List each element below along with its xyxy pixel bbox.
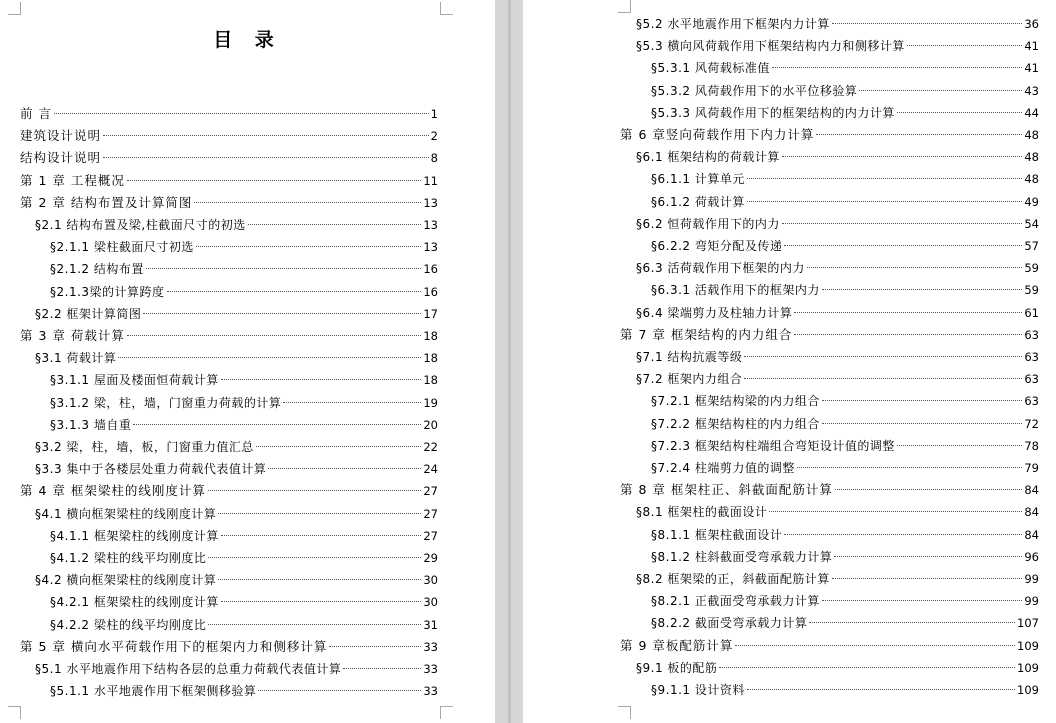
toc-title: 目 录 xyxy=(213,29,282,51)
dot-leader xyxy=(822,600,1023,601)
dot-leader xyxy=(127,335,421,336)
toc-entry-page: 109 xyxy=(1017,683,1039,697)
toc-entry-page: 33 xyxy=(423,684,438,699)
toc-entry[interactable] xyxy=(20,104,438,124)
toc-entry[interactable] xyxy=(35,659,438,679)
toc-entry[interactable] xyxy=(20,126,438,146)
toc-entry[interactable] xyxy=(620,125,1039,145)
toc-entry-page: 8 xyxy=(430,151,438,166)
dot-leader xyxy=(218,579,421,580)
toc-entry-label: §4.2 横向框架梁柱的线刚度计算 xyxy=(35,573,217,588)
toc-entry-page: 22 xyxy=(423,440,438,454)
toc-entry[interactable] xyxy=(35,504,438,524)
dot-leader xyxy=(54,113,429,114)
toc-entry-label: §9.1.1 设计资料 xyxy=(651,683,745,697)
toc-entry-page: 59 xyxy=(1024,283,1039,298)
toc-entry[interactable] xyxy=(651,280,1039,300)
toc-entry-page: 19 xyxy=(423,395,438,410)
toc-entry-label: §8.1.2 柱斜截面受弯承载力计算 xyxy=(651,549,833,564)
toc-entry-label: §7.2.4 柱端剪力值的调整 xyxy=(651,461,795,475)
dot-leader xyxy=(146,268,422,269)
dot-leader xyxy=(343,668,421,669)
toc-entry[interactable] xyxy=(636,369,1039,389)
toc-entry-page: 84 xyxy=(1024,505,1039,520)
dot-leader xyxy=(822,400,1023,401)
dot-leader xyxy=(208,624,421,625)
dot-leader xyxy=(735,645,1015,646)
toc-entry-label: §6.2 恒荷载作用下的内力 xyxy=(636,216,780,231)
dot-leader xyxy=(221,535,422,536)
dot-leader xyxy=(822,423,1023,424)
toc-entry-page: 48 xyxy=(1024,172,1039,187)
toc-entry-label: §7.2.1 框架结构梁的内力组合 xyxy=(651,394,820,409)
toc-entry-page: 63 xyxy=(1024,327,1039,342)
dot-leader xyxy=(794,312,1022,313)
toc-entry-page: 41 xyxy=(1024,39,1039,54)
toc-entry-page: 61 xyxy=(1024,305,1039,320)
toc-entry-label: §3.1.3 墙自重 xyxy=(50,417,132,432)
toc-entry-label: 第 3 章 荷载计算 xyxy=(20,328,125,343)
toc-entry[interactable] xyxy=(50,393,438,413)
toc-entry[interactable] xyxy=(50,526,438,546)
toc-entry-page: 109 xyxy=(1017,660,1039,675)
toc-entry-label: §5.2 水平地震作用下框架内力计算 xyxy=(636,17,830,31)
toc-entry[interactable] xyxy=(20,637,438,657)
toc-entry-page: 44 xyxy=(1024,105,1039,120)
toc-entry-page: 31 xyxy=(423,617,438,632)
toc-entry-page: 96 xyxy=(1024,549,1039,564)
dot-leader xyxy=(784,534,1022,535)
toc-entry-label: §4.1.1 框架梁柱的线刚度计算 xyxy=(50,528,219,543)
dot-leader xyxy=(782,223,1022,224)
toc-entry-label: §7.2 框架内力组合 xyxy=(636,372,743,387)
toc-entry-page: 11 xyxy=(423,173,438,188)
toc-entry-label: §8.1.1 框架柱截面设计 xyxy=(651,527,783,542)
dot-leader xyxy=(747,689,1015,690)
toc-entry-label: §7.2.3 框架结构柱端组合弯矩设计值的调整 xyxy=(651,438,895,453)
toc-entry[interactable] xyxy=(35,459,438,479)
dot-leader xyxy=(133,424,421,425)
toc-entry-label: §7.2.2 框架结构柱的内力组合 xyxy=(651,416,820,431)
dot-leader xyxy=(807,267,1022,268)
toc-entry[interactable] xyxy=(636,14,1039,34)
toc-entry[interactable] xyxy=(50,259,438,279)
toc-entry[interactable] xyxy=(50,615,438,635)
toc-entry-label: §5.3.1 风荷载标准值 xyxy=(651,61,770,76)
toc-entry[interactable] xyxy=(50,370,438,390)
toc-entry-label: §6.3.1 活载作用下的框架内力 xyxy=(651,283,820,298)
toc-entry-label: §3.1.1 屋面及楼面恒荷载计算 xyxy=(50,373,219,388)
toc-entry-label: §7.1 结构抗震等级 xyxy=(636,350,743,364)
toc-entry-page: 13 xyxy=(423,195,438,210)
dot-leader xyxy=(907,45,1022,46)
toc-entry-page: 18 xyxy=(423,351,438,366)
toc-entry-page: 20 xyxy=(423,417,438,432)
toc-entry-page: 29 xyxy=(423,551,438,565)
dot-leader xyxy=(208,557,421,558)
toc-entry[interactable] xyxy=(20,326,438,346)
dot-leader xyxy=(221,601,422,602)
toc-entry-page: 63 xyxy=(1024,372,1039,387)
toc-entry-label: 结构设计说明 xyxy=(20,150,102,166)
dot-leader xyxy=(719,667,1015,668)
toc-entry-page: 30 xyxy=(423,595,438,610)
toc-entry-label: §4.2.2 梁柱的线平均刚度比 xyxy=(50,617,207,632)
toc-entry-label: §3.3 集中于各楼层处重力荷载代表值计算 xyxy=(35,462,267,477)
dot-leader xyxy=(859,90,1022,91)
toc-entry-page: 99 xyxy=(1024,594,1039,609)
toc-entry[interactable] xyxy=(651,103,1039,123)
toc-entry-label: §5.3 横向风荷载作用下框架结构内力和侧移计算 xyxy=(636,39,905,54)
toc-entry[interactable] xyxy=(651,591,1039,611)
toc-entry[interactable] xyxy=(636,36,1039,56)
dot-leader xyxy=(784,245,1022,246)
toc-entry-label: §4.1 横向框架梁柱的线刚度计算 xyxy=(35,506,217,521)
dot-leader xyxy=(834,556,1022,557)
toc-entry-label: §2.1.1 梁柱截面尺寸初选 xyxy=(50,240,194,255)
page-left xyxy=(0,0,495,723)
toc-entry-page: 24 xyxy=(423,462,438,477)
dot-leader xyxy=(208,490,421,491)
dot-leader xyxy=(835,489,1022,490)
toc-entry[interactable] xyxy=(636,214,1039,234)
toc-entry[interactable] xyxy=(20,481,438,501)
crop-mark xyxy=(618,706,631,719)
toc-entry[interactable] xyxy=(636,658,1039,678)
toc-entry[interactable] xyxy=(20,193,438,213)
toc-entry[interactable] xyxy=(50,548,438,568)
toc-entry-page: 13 xyxy=(423,240,438,255)
toc-entry-page: 59 xyxy=(1024,261,1039,276)
toc-entry-page: 107 xyxy=(1017,616,1039,631)
toc-entry-label: §5.3.2 风荷载作用下的水平位移验算 xyxy=(651,83,858,98)
toc-entry-page: 16 xyxy=(423,262,438,277)
dot-leader xyxy=(744,356,1022,357)
toc-entry-page: 72 xyxy=(1024,416,1039,431)
dot-leader xyxy=(794,334,1022,335)
crop-mark xyxy=(8,706,21,719)
toc-entry[interactable] xyxy=(20,171,438,191)
dot-leader xyxy=(897,445,1023,446)
page-gap xyxy=(495,0,523,723)
toc-entry-label: §5.1 水平地震作用下结构各层的总重力荷载代表值计算 xyxy=(35,662,342,676)
toc-entry-page: 13 xyxy=(423,218,438,232)
toc-entry-page: 33 xyxy=(423,639,438,654)
toc-entry-page: 16 xyxy=(423,284,438,299)
toc-entry-page: 84 xyxy=(1024,527,1039,542)
toc-entry[interactable] xyxy=(651,414,1039,434)
dot-leader xyxy=(256,446,421,447)
toc-entry-label: §3.2 梁，柱，墙，板，门窗重力值汇总 xyxy=(35,440,254,454)
toc-entry[interactable] xyxy=(651,613,1039,633)
toc-entry-page: 27 xyxy=(423,506,438,521)
toc-entry-label: §2.2 框架计算简图 xyxy=(35,306,142,321)
toc-entry-page: 57 xyxy=(1024,239,1039,253)
toc-entry[interactable] xyxy=(651,391,1039,411)
dot-leader xyxy=(258,690,421,691)
toc-entry[interactable] xyxy=(636,147,1039,167)
crop-mark xyxy=(440,2,453,15)
toc-entry-label: 建筑设计说明 xyxy=(20,128,102,144)
toc-entry[interactable] xyxy=(50,282,438,302)
toc-entry-label: 第 9 章板配筋计算 xyxy=(620,637,734,653)
dot-leader xyxy=(832,578,1022,579)
toc-entry[interactable] xyxy=(636,303,1039,323)
toc-entry-label: 第 1 章 工程概况 xyxy=(20,172,125,188)
toc-entry[interactable] xyxy=(620,325,1039,345)
toc-entry-label: §4.1.2 梁柱的线平均刚度比 xyxy=(50,551,207,565)
crop-mark xyxy=(618,0,631,13)
toc-entry-label: §8.2.1 正截面受弯承载力计算 xyxy=(651,594,820,609)
dot-leader xyxy=(782,156,1022,157)
toc-entry[interactable] xyxy=(651,458,1039,478)
dot-leader xyxy=(832,23,1022,24)
dot-leader xyxy=(218,513,421,514)
dot-leader xyxy=(747,178,1023,179)
toc-entry[interactable] xyxy=(620,480,1039,500)
toc-entry[interactable] xyxy=(651,680,1039,700)
dot-leader xyxy=(797,467,1023,468)
toc-entry-label: §2.1.3梁的计算跨度 xyxy=(50,284,165,299)
toc-entry[interactable] xyxy=(636,258,1039,278)
toc-entry-label: 第 7 章 框架结构的内力组合 xyxy=(620,326,793,342)
toc-entry-page: 27 xyxy=(423,528,438,543)
dot-leader xyxy=(103,135,429,136)
toc-entry-page: 30 xyxy=(423,573,438,588)
dot-leader xyxy=(143,313,421,314)
toc-entry-page: 2 xyxy=(430,129,438,144)
dot-leader xyxy=(268,468,421,469)
dot-leader xyxy=(221,379,422,380)
dot-leader xyxy=(822,289,1023,290)
toc-entry-label: §5.3.3 风荷载作用下的框架结构的内力计算 xyxy=(651,105,895,120)
dot-leader xyxy=(744,378,1022,379)
toc-entry-page: 54 xyxy=(1024,216,1039,231)
toc-entry-label: §8.1 框架柱的截面设计 xyxy=(636,505,768,520)
crop-mark xyxy=(440,706,453,719)
toc-entry-label: §3.1 荷载计算 xyxy=(35,351,117,366)
toc-entry[interactable] xyxy=(651,192,1039,212)
toc-entry-page: 1 xyxy=(430,107,438,121)
toc-entry[interactable] xyxy=(651,169,1039,189)
dot-leader xyxy=(897,112,1023,113)
dot-leader xyxy=(196,246,422,247)
toc-entry-page: 49 xyxy=(1024,194,1039,209)
toc-entry[interactable] xyxy=(35,215,438,235)
toc-entry-page: 48 xyxy=(1024,128,1039,142)
toc-entry-label: §3.1.2 梁，柱，墙，门窗重力荷载的计算 xyxy=(50,395,282,410)
toc-entry-label: 第 5 章 横向水平荷载作用下的框架内力和侧移计算 xyxy=(20,638,328,654)
toc-entry[interactable] xyxy=(35,570,438,590)
toc-entry[interactable] xyxy=(35,348,438,368)
dot-leader xyxy=(127,180,421,181)
toc-entry-label: §6.1 框架结构的荷载计算 xyxy=(636,150,780,165)
toc-entry-page: 109 xyxy=(1017,638,1039,653)
toc-entry-page: 17 xyxy=(423,306,438,321)
toc-entry[interactable] xyxy=(651,58,1039,78)
toc-entry-page: 79 xyxy=(1024,461,1039,475)
crop-mark xyxy=(8,2,21,15)
toc-entry-page: 63 xyxy=(1024,350,1039,364)
toc-entry[interactable] xyxy=(651,81,1039,101)
dot-leader xyxy=(816,134,1022,135)
dot-leader xyxy=(772,67,1023,68)
toc-entry-label: 第 4 章 框架梁柱的线刚度计算 xyxy=(20,483,206,499)
toc-entry-page: 84 xyxy=(1024,483,1039,498)
dot-leader xyxy=(248,224,422,225)
toc-entry[interactable] xyxy=(50,415,438,435)
toc-entry-page: 43 xyxy=(1024,83,1039,98)
toc-entry[interactable] xyxy=(651,236,1039,256)
toc-entry-label: 第 6 章竖向荷载作用下内力计算 xyxy=(620,127,815,142)
dot-leader xyxy=(103,157,429,158)
toc-entry-label: §5.1.1 水平地震作用下框架侧移验算 xyxy=(50,684,257,699)
toc-entry[interactable] xyxy=(50,237,438,257)
toc-entry[interactable] xyxy=(20,148,438,168)
toc-entry[interactable] xyxy=(50,592,438,612)
toc-entry-label: §4.2.1 框架梁柱的线刚度计算 xyxy=(50,595,219,610)
toc-entry-page: 63 xyxy=(1024,394,1039,409)
toc-entry-page: 18 xyxy=(423,373,438,388)
toc-entry-page: 48 xyxy=(1024,150,1039,165)
toc-entry-page: 41 xyxy=(1024,61,1039,76)
page-right xyxy=(523,0,1056,723)
dot-leader xyxy=(747,201,1023,202)
dot-leader xyxy=(769,511,1022,512)
toc-entry[interactable] xyxy=(636,569,1039,589)
toc-entry[interactable] xyxy=(620,636,1039,656)
toc-entry-label: 第 2 章 结构布置及计算简图 xyxy=(20,194,193,210)
toc-entry-label: §8.2 框架梁的正，斜截面配筋计算 xyxy=(636,572,830,586)
toc-entry-page: 27 xyxy=(423,484,438,499)
toc-entry-page: 78 xyxy=(1024,438,1039,453)
dot-leader xyxy=(118,357,421,358)
toc-entry-label: §6.1.1 计算单元 xyxy=(651,172,745,187)
toc-entry-label: §8.2.2 截面受弯承载力计算 xyxy=(651,616,808,631)
toc-entry-label: §2.1.2 结构布置 xyxy=(50,262,144,277)
dot-leader xyxy=(809,622,1015,623)
toc-entry-label: §6.3 活荷载作用下框架的内力 xyxy=(636,261,805,276)
toc-entry-page: 99 xyxy=(1024,572,1039,586)
toc-entry-label: §6.2.2 弯矩分配及传递 xyxy=(651,239,783,253)
toc-entry-label: §2.1 结构布置及梁,柱截面尺寸的初选 xyxy=(35,218,246,232)
dot-leader xyxy=(194,202,421,203)
toc-entry-page: 18 xyxy=(423,329,438,343)
toc-entry[interactable] xyxy=(651,436,1039,456)
toc-entry-page: 36 xyxy=(1024,17,1039,31)
toc-entry-label: §6.1.2 荷载计算 xyxy=(651,194,745,209)
toc-entry[interactable] xyxy=(651,547,1039,567)
toc-entry[interactable] xyxy=(636,502,1039,522)
toc-entry-label: §9.1 板的配筋 xyxy=(636,660,718,675)
toc-entry[interactable] xyxy=(651,525,1039,545)
toc-entry-label: 第 8 章 框架柱正、斜截面配筋计算 xyxy=(620,482,833,498)
toc-entry[interactable] xyxy=(35,304,438,324)
toc-entry-label: §6.4 梁端剪力及柱轴力计算 xyxy=(636,305,793,320)
dot-leader xyxy=(167,291,422,292)
dot-leader xyxy=(329,646,421,647)
dot-leader xyxy=(283,402,421,403)
toc-entry-page: 33 xyxy=(423,662,438,676)
toc-entry-label: 前 言 xyxy=(20,106,52,121)
toc-entry[interactable] xyxy=(35,437,438,457)
toc-entry[interactable] xyxy=(636,347,1039,367)
toc-entry[interactable] xyxy=(50,681,438,701)
